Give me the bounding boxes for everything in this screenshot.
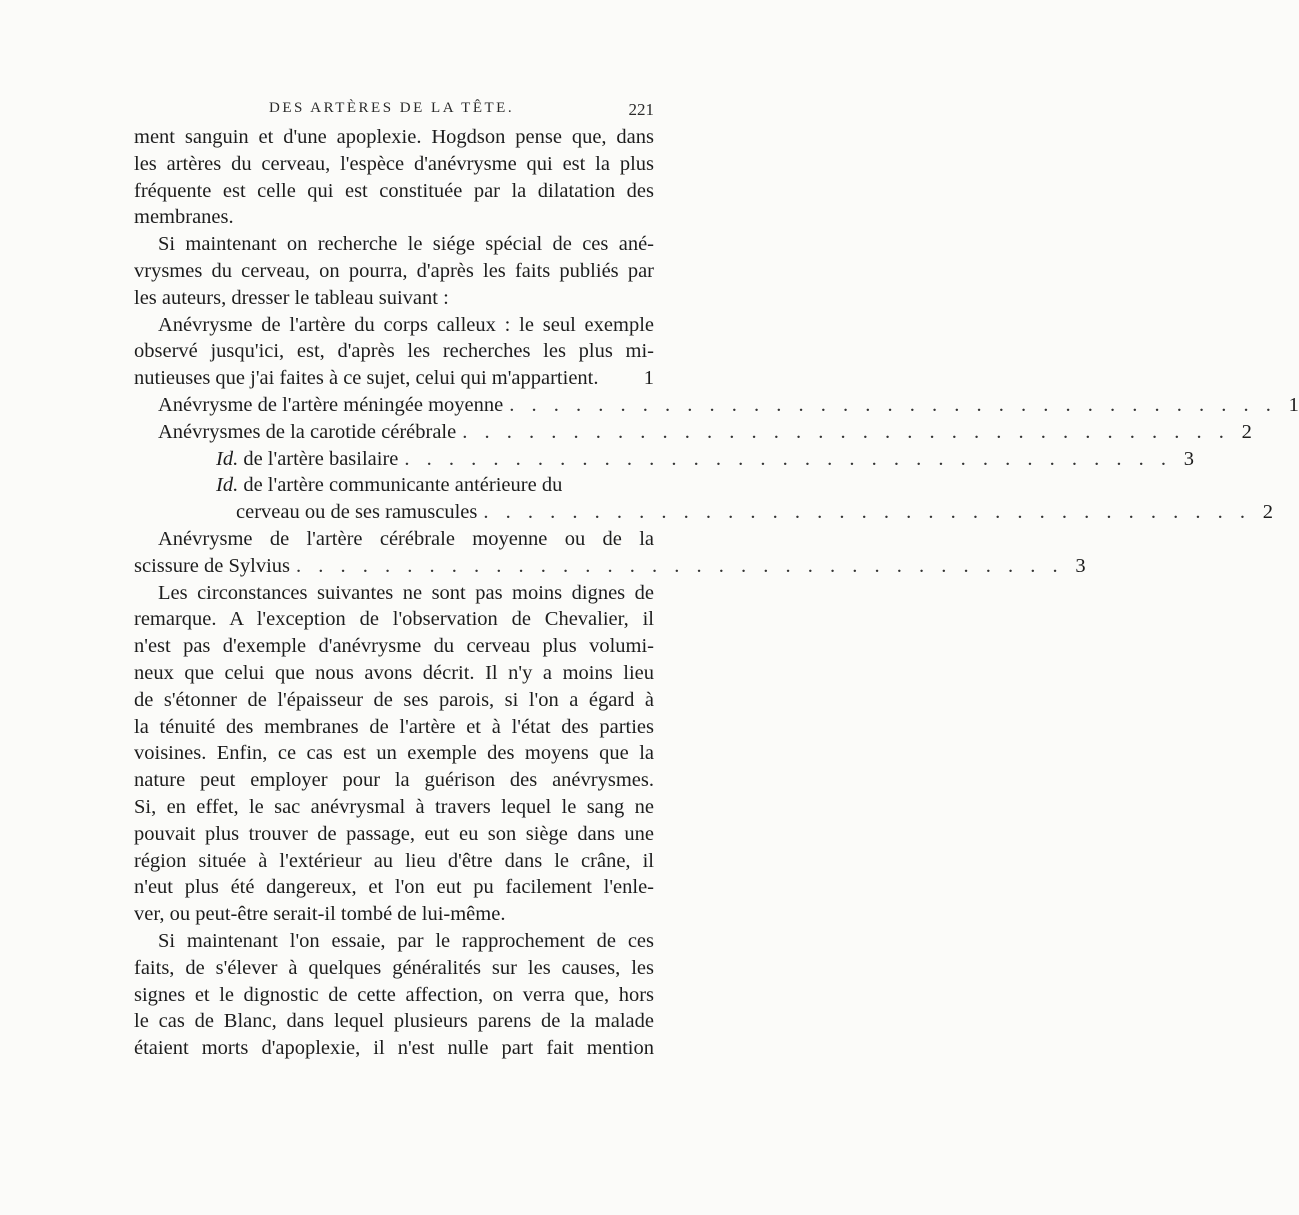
text-line: les auteurs, dresser le tableau suivant :	[134, 286, 449, 309]
text-line: de l'artère communicante antérieure du	[243, 474, 563, 497]
text-line: pouvait plus trouver de passage, eut eu son siège dans une	[134, 822, 654, 845]
table-row	[134, 365, 654, 392]
text-line: Anévrysme de l'artère méningée moyenne	[158, 393, 504, 416]
dot-leader: . . . . . . . . . . . . . . . . . . . . . . . . . . . . . . . . . . .	[483, 501, 1251, 524]
text-line: remarque. A l'exception de l'observation de Chevalier, il	[134, 608, 654, 631]
text-line: fréquente est celle qui est constituée par la dilatation des	[134, 179, 654, 202]
table-row	[134, 419, 1252, 446]
id-abbrev: Id.	[216, 447, 239, 470]
text-line: vrysmes du cerveau, on pourra, d'après les faits publiés par	[134, 259, 654, 282]
table-row	[134, 499, 1273, 526]
dot-leader: . . . . . . . . . . . . . . . . . . . . . . . . . . . . . . . . . . .	[509, 393, 1277, 416]
text-line: ment sanguin et d'une apoplexie. Hogdson pense que, dans	[134, 126, 654, 148]
text-line: voisines. Enfin, ce cas est un exemple des moyens que la	[134, 742, 654, 765]
table-row	[134, 472, 654, 499]
text-line: Si maintenant l'on essaie, par le rapprochement de ces	[158, 929, 654, 952]
table-row	[134, 553, 1086, 580]
id-abbrev: Id.	[216, 474, 239, 497]
text-line: scissure de Sylvius	[134, 554, 291, 577]
text-line: observé jusqu'ici, est, d'après les recherches les plus mi-	[134, 340, 654, 363]
text-line: le cas de Blanc, dans lequel plusieurs parens de la malade	[134, 1010, 654, 1033]
count: 2	[1262, 501, 1273, 524]
text-line: signes et le dignostic de cette affection, on verra que, hors	[134, 983, 654, 1006]
count: 1	[1288, 393, 1299, 416]
text-line: de s'étonner de l'épaisseur de ses parois, si l'on a égard à	[134, 688, 654, 711]
page-header	[134, 100, 654, 124]
count: 1	[643, 367, 654, 390]
count: 2	[1241, 420, 1252, 443]
text-line: Si, en effet, le sac anévrysmal à travers lequel le sang ne	[134, 795, 654, 818]
text-line: faits, de s'élever à quelques généralités sur les causes, les	[134, 956, 654, 979]
count: 3	[1183, 447, 1195, 470]
table-entry	[216, 446, 398, 473]
text-line: Anévrysmes de la carotide cérébrale	[158, 420, 457, 443]
text-line: n'est pas d'exemple d'anévrysme du cerveau plus volumi-	[134, 635, 654, 658]
text-line: membranes.	[134, 206, 234, 229]
text-line: Anévrysme de l'artère cérébrale moyenne ou de la	[158, 527, 654, 550]
text-line: de l'artère basilaire	[243, 447, 399, 470]
text-line: ver, ou peut-être serait-il tombé de lui-même.	[134, 903, 506, 926]
text-line: neux que celui que nous avons décrit. Il n'y a moins lieu	[134, 661, 654, 684]
text-line: cerveau ou de ses ramuscules	[236, 501, 478, 524]
page-number: 221	[628, 100, 654, 119]
body-text	[134, 124, 1299, 1062]
table-row	[134, 392, 1299, 419]
dot-leader: . . . . . . . . . . . . . . . . . . . . . . . . . . . . . . . . . . .	[462, 420, 1230, 443]
table-row	[134, 446, 1195, 473]
dot-leader: . . . . . . . . . . . . . . . . . . . . . . . . . . . . . . . . . . .	[296, 554, 1064, 577]
count: 3	[1075, 554, 1086, 577]
text-line: nutieuses que j'ai faites à ce sujet, celui qui m'appartient.	[134, 367, 599, 390]
text-line: les artères du cerveau, l'espèce d'anévrysme qui est la plus	[134, 152, 654, 175]
running-title: DES ARTÈRES DE LA TÊTE.	[269, 100, 515, 116]
text-line: région située à l'extérieur au lieu d'être dans le crâne, il	[134, 849, 654, 872]
dot-leader: . . . . . . . . . . . . . . . . . . . . . . . . . . . . . . . . . . .	[404, 447, 1173, 470]
text-line: Les circonstances suivantes ne sont pas moins dignes de	[158, 581, 654, 604]
text-line: Si maintenant on recherche le siége spécial de ces ané-	[158, 233, 654, 256]
text-line: Anévrysme de l'artère du corps calleux : le seul exemple	[158, 313, 654, 336]
text-line: étaient morts d'apoplexie, il n'est nulle part fait mention	[134, 1037, 654, 1060]
text-line: n'eut plus été dangereux, et l'on eut pu facilement l'enle-	[134, 876, 654, 899]
text-line: la ténuité des membranes de l'artère et à l'état des parties	[134, 715, 654, 738]
text-line: nature peut employer pour la guérison des anévrysmes.	[134, 769, 654, 792]
